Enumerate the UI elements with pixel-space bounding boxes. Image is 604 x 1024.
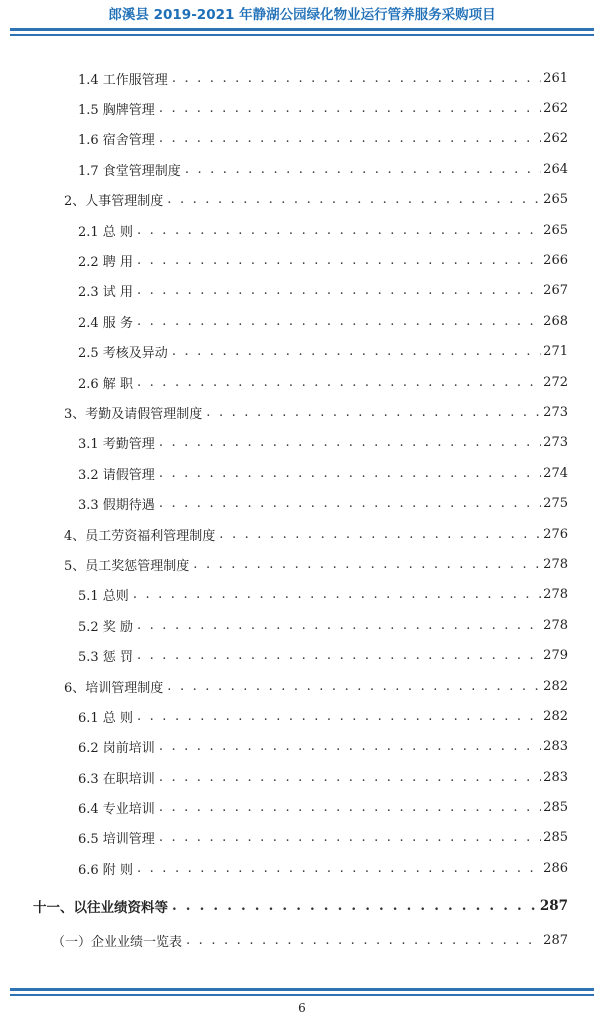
toc-leader-dots <box>186 933 541 948</box>
toc-leader-dots <box>193 557 541 572</box>
toc-leader-dots <box>167 192 541 207</box>
toc-leader-dots <box>185 162 541 177</box>
toc-entry-page: 287 <box>543 933 568 949</box>
toc-entry-page: 282 <box>543 678 568 694</box>
toc-entry-page: 261 <box>543 70 568 86</box>
toc-entry[interactable] <box>0 245 604 275</box>
toc-leader-dots <box>167 679 541 694</box>
toc-entry[interactable] <box>0 337 604 367</box>
toc-entry[interactable] <box>0 610 604 640</box>
toc-entry[interactable] <box>0 63 604 93</box>
toc-leader-dots <box>172 71 541 86</box>
toc-entry-label: 3、考勤及请假管理制度 <box>64 406 203 422</box>
toc-entry[interactable] <box>0 215 604 245</box>
toc-leader-dots <box>137 314 541 329</box>
toc-entry[interactable] <box>0 732 604 762</box>
toc-entry-label: 3.1 考勤管理 <box>78 437 155 453</box>
toc-entry-page: 286 <box>543 860 568 876</box>
footer-rule <box>10 988 594 991</box>
toc-entry-label: 6.3 在职培训 <box>78 771 155 787</box>
toc-entry[interactable] <box>0 276 604 306</box>
toc-leader-dots <box>172 344 541 359</box>
toc-entry-page: 271 <box>543 344 568 360</box>
page-number: 6 <box>298 1001 306 1015</box>
toc-leader-dots <box>137 375 541 390</box>
toc-leader-dots <box>137 223 541 238</box>
toc-entry-page: 278 <box>543 556 568 572</box>
toc-entry-label: 1.4 工作服管理 <box>78 72 168 88</box>
toc-entry-page: 262 <box>543 131 568 147</box>
toc-entry-label: 5.3 惩 罚 <box>78 650 133 666</box>
toc-entry-label: 3.2 请假管理 <box>78 467 155 483</box>
toc-entry-label: 1.6 宿舍管理 <box>78 133 155 149</box>
toc-entry[interactable] <box>0 640 604 670</box>
toc-leader-dots <box>159 496 541 511</box>
toc-leader-dots <box>159 800 541 815</box>
toc-leader-dots <box>159 466 541 481</box>
toc-entry-page: 272 <box>543 374 568 390</box>
toc-entry-label: 5、员工奖惩管理制度 <box>64 558 190 574</box>
toc-entry-page: 282 <box>543 708 568 724</box>
toc-entry-label: 5.2 奖 励 <box>78 619 133 635</box>
toc-entry[interactable] <box>0 701 604 731</box>
toc-entry-page: 278 <box>543 587 568 603</box>
toc-leader-dots <box>159 770 541 785</box>
toc-entry-page: 276 <box>543 526 568 542</box>
toc-entry[interactable] <box>0 306 604 336</box>
toc-entry-label: （一）企业业绩一览表 <box>52 935 183 951</box>
toc-entry-label: 5.1 总则 <box>78 589 129 605</box>
toc-entry[interactable] <box>0 93 604 123</box>
toc-entry[interactable] <box>0 792 604 822</box>
toc-entry-label: 2.3 试 用 <box>78 285 133 301</box>
toc-leader-dots <box>137 618 541 633</box>
toc-entry-label: 6、培训管理制度 <box>64 680 164 696</box>
toc-entry-page: 274 <box>543 465 568 481</box>
toc-entry-label: 1.5 胸牌管理 <box>78 103 155 119</box>
toc-entry-label: 十一、以往业绩资料等 <box>33 899 168 916</box>
toc-entry[interactable] <box>0 458 604 488</box>
toc-leader-dots <box>137 709 541 724</box>
toc-entry[interactable] <box>0 519 604 549</box>
toc-entry-page: 278 <box>543 617 568 633</box>
toc-entry-page: 283 <box>543 739 568 755</box>
toc-entry-label: 6.1 总 则 <box>78 710 133 726</box>
footer-rule-thin <box>10 994 594 996</box>
toc-leader-dots <box>172 898 538 914</box>
toc-leader-dots <box>137 648 541 663</box>
header-rule <box>10 28 594 31</box>
table-of-contents <box>0 63 604 958</box>
toc-leader-dots <box>137 861 541 876</box>
toc-entry[interactable] <box>0 671 604 701</box>
header-title: 郎溪县 2019-2021 年静湖公园绿化物业运行管养服务采购项目 <box>108 7 496 23</box>
toc-entry[interactable] <box>0 185 604 215</box>
toc-entry-page: 287 <box>539 897 568 914</box>
toc-entry-page: 283 <box>543 769 568 785</box>
toc-entry[interactable] <box>0 124 604 154</box>
toc-entry-page: 285 <box>543 800 568 816</box>
toc-entry[interactable] <box>0 428 604 458</box>
toc-entry-label: 2.4 服 务 <box>78 315 133 331</box>
toc-entry-label: 2.1 总 则 <box>78 224 133 240</box>
toc-leader-dots <box>159 435 541 450</box>
toc-leader-dots <box>206 405 541 420</box>
toc-entry-label: 2.2 聘 用 <box>78 255 133 271</box>
toc-leader-dots <box>159 131 541 146</box>
toc-entry[interactable] <box>0 924 604 958</box>
toc-leader-dots <box>159 101 541 116</box>
toc-entry[interactable] <box>0 853 604 883</box>
toc-entry-page: 285 <box>543 830 568 846</box>
toc-entry-page: 266 <box>543 253 568 269</box>
toc-entry-page: 273 <box>543 404 568 420</box>
toc-entry-page: 268 <box>543 313 568 329</box>
toc-entry-label: 1.7 食堂管理制度 <box>78 163 181 179</box>
header-rule-thin <box>10 34 594 36</box>
toc-entry[interactable] <box>0 888 604 924</box>
toc-entry-page: 267 <box>543 283 568 299</box>
toc-entry-page: 275 <box>543 496 568 512</box>
toc-entry-page: 273 <box>543 435 568 451</box>
toc-entry-page: 262 <box>543 101 568 117</box>
toc-entry-label: 6.5 培训管理 <box>78 832 155 848</box>
toc-entry-label: 6.4 专业培训 <box>78 802 155 818</box>
toc-entry-label: 3.3 假期待遇 <box>78 498 155 514</box>
toc-entry-label: 2、人事管理制度 <box>64 194 164 210</box>
toc-leader-dots <box>159 739 541 754</box>
toc-entry-label: 2.6 解 职 <box>78 376 133 392</box>
toc-leader-dots <box>133 587 541 602</box>
toc-entry[interactable] <box>0 580 604 610</box>
toc-entry[interactable] <box>0 397 604 427</box>
toc-entry[interactable] <box>0 549 604 579</box>
toc-leader-dots <box>159 830 541 845</box>
toc-entry-page: 265 <box>543 192 568 208</box>
toc-entry-page: 264 <box>543 161 568 177</box>
toc-entry-page: 265 <box>543 222 568 238</box>
toc-entry-label: 4、员工劳资福利管理制度 <box>64 528 216 544</box>
toc-leader-dots <box>219 527 541 542</box>
toc-leader-dots <box>137 283 541 298</box>
toc-entry[interactable] <box>0 762 604 792</box>
toc-entry[interactable] <box>0 488 604 518</box>
toc-entry[interactable] <box>0 154 604 184</box>
toc-entry-label: 2.5 考核及异动 <box>78 346 168 362</box>
toc-entry-label: 6.2 岗前培训 <box>78 741 155 757</box>
toc-entry[interactable] <box>0 367 604 397</box>
toc-entry-page: 279 <box>543 648 568 664</box>
toc-entry-label: 6.6 附 则 <box>78 862 133 878</box>
toc-leader-dots <box>137 253 541 268</box>
toc-entry[interactable] <box>0 823 604 853</box>
